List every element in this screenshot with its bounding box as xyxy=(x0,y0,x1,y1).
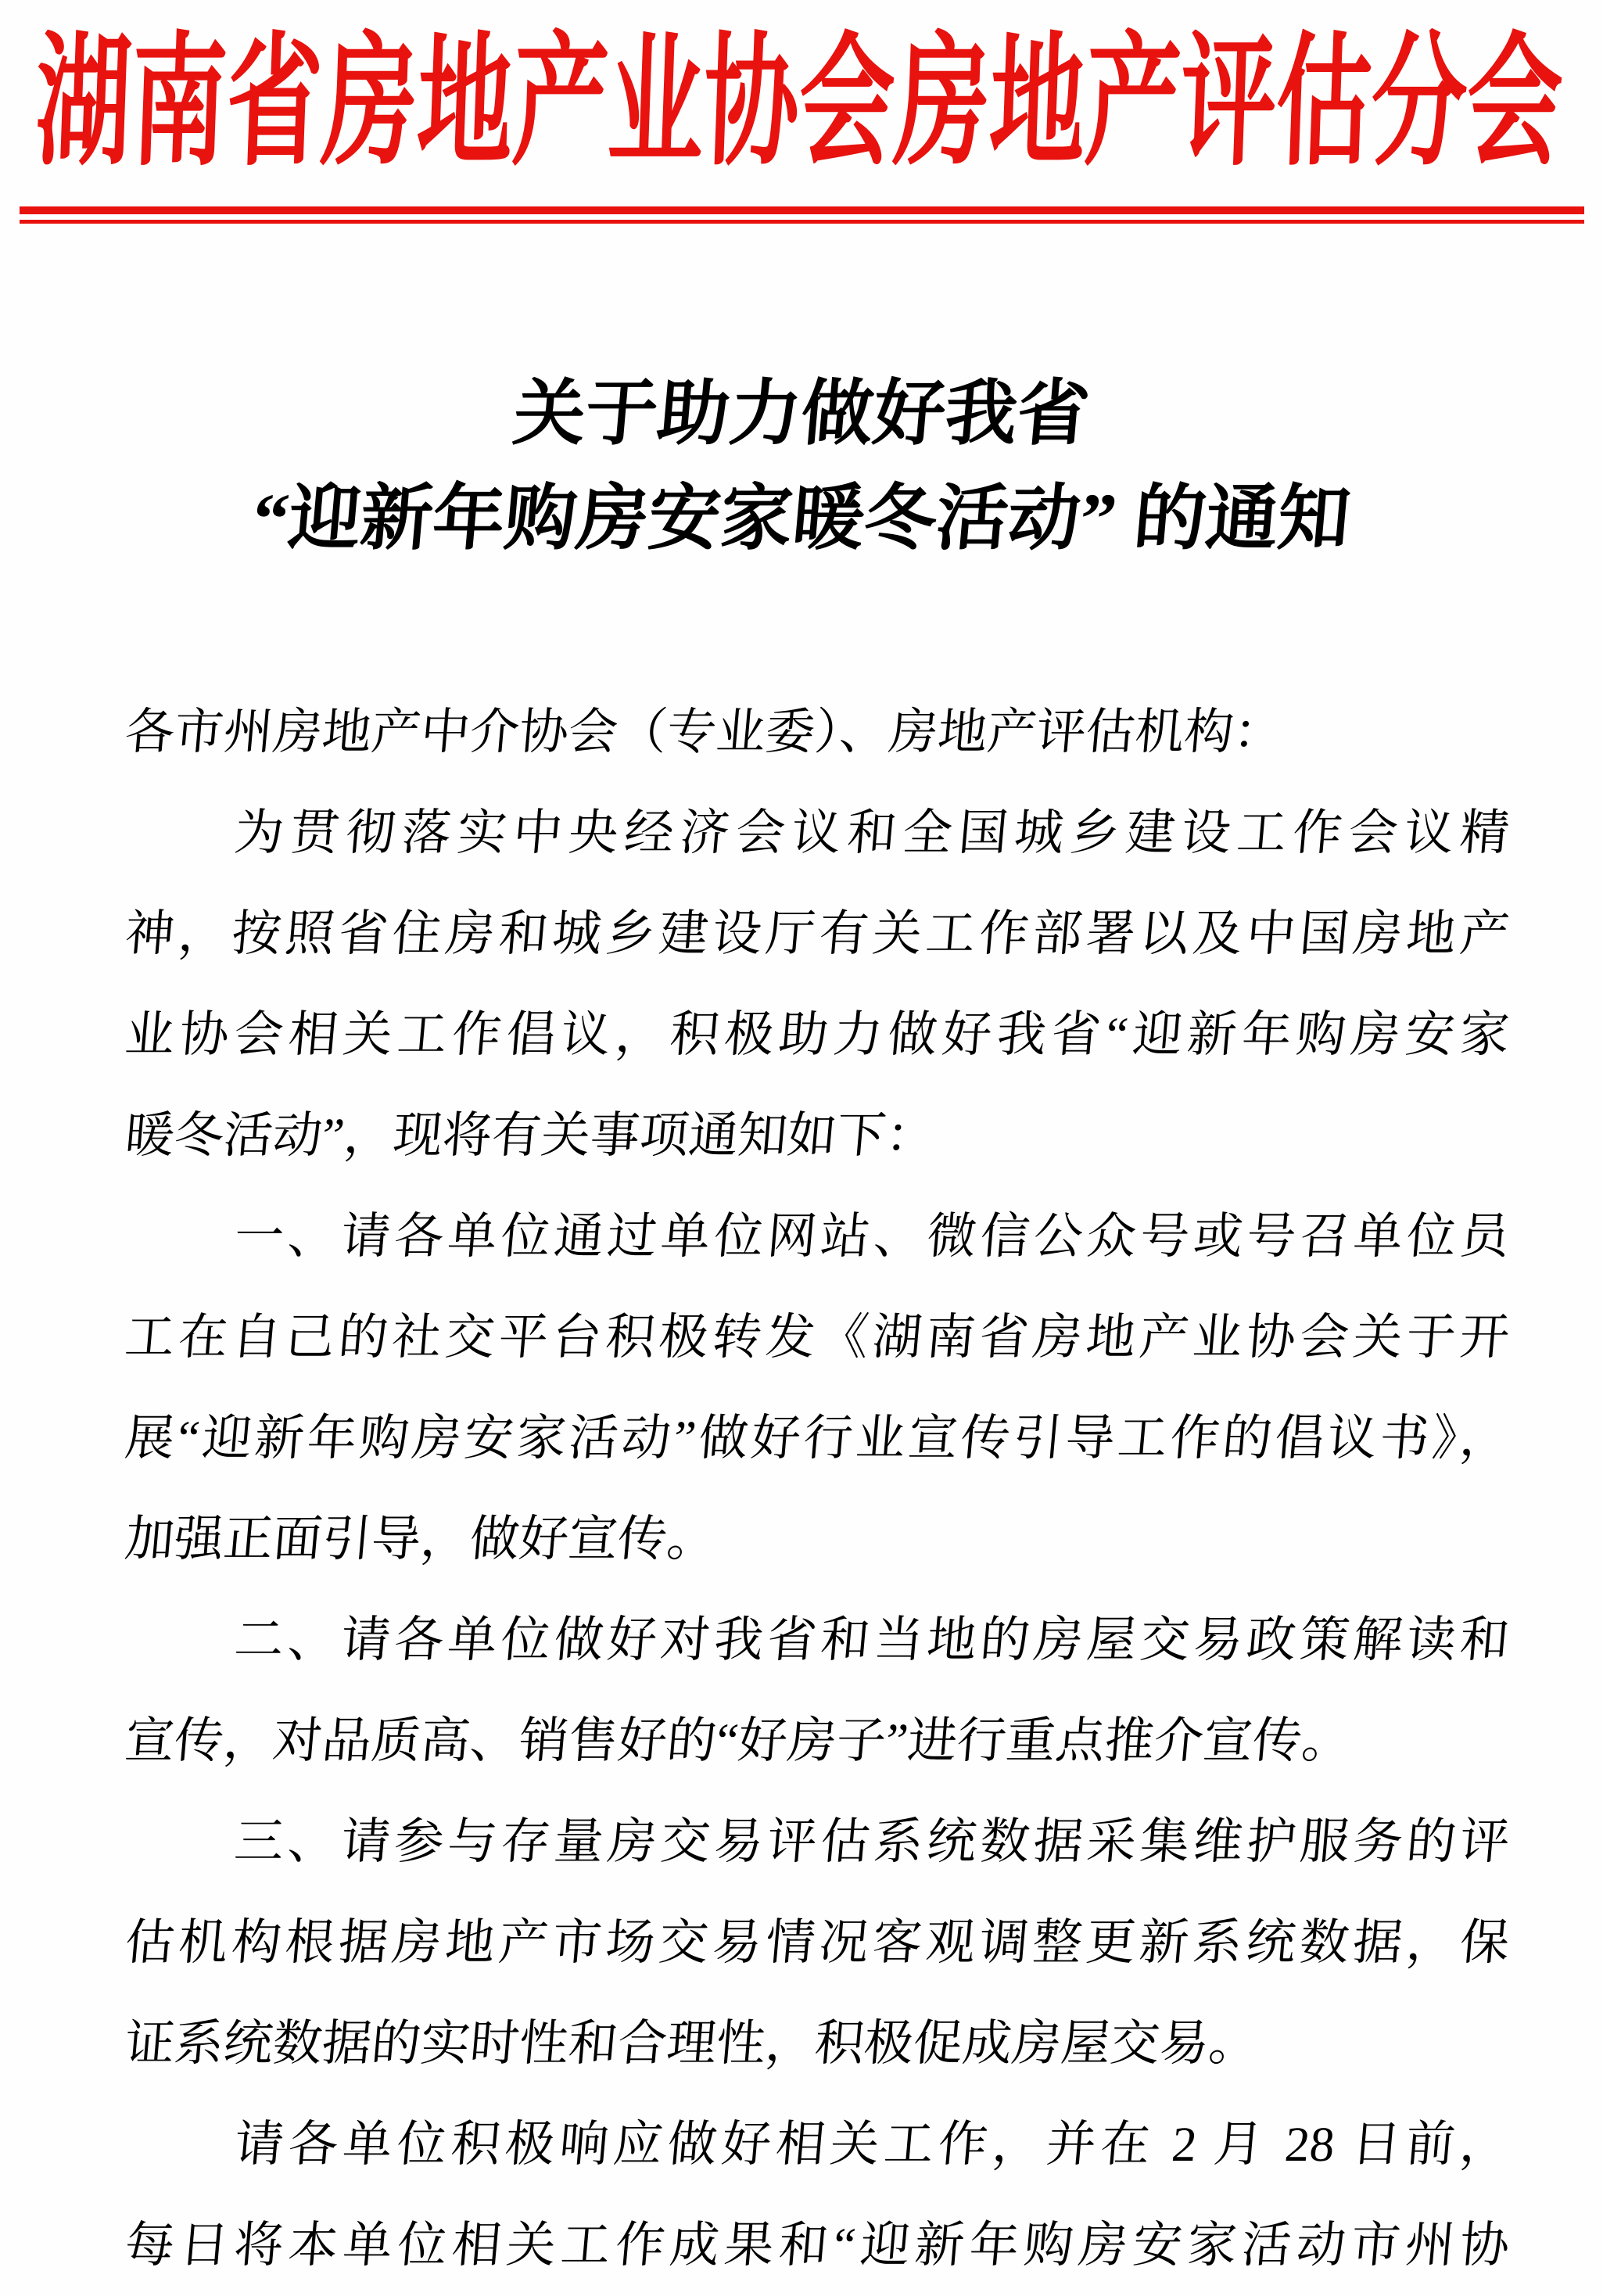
body-line: 工在自己的社交平台积极转发《湖南省房地产业协会关于开 xyxy=(122,1310,1512,1365)
body-line: 展“迎新年购房安家活动”做好行业宣传引导工作的倡议书》， xyxy=(122,1411,1512,1465)
body-line: 宣传，对品质高、销售好的“好房子”进行重点推介宣传。 xyxy=(122,1713,1354,1768)
red-rule-thick xyxy=(20,206,1584,214)
body-line: 神，按照省住房和城乡建设厅有关工作部署以及中国房地产 xyxy=(122,906,1512,961)
body-line: 业协会相关工作倡议，积极助力做好我省“迎新年购房安家 xyxy=(122,1007,1512,1062)
body-line: 请各单位积极响应做好相关工作，并在 2 月 28 日前， xyxy=(231,2117,1512,2172)
body-line: 每日将本单位相关工作成果和“迎新年购房安家活动市州协 xyxy=(122,2218,1512,2273)
red-rule-thin xyxy=(20,220,1584,224)
body-line: 二、请各单位做好对我省和当地的房屋交易政策解读和 xyxy=(231,1613,1512,1667)
letterhead xyxy=(0,24,1603,183)
body-text xyxy=(122,682,1512,2296)
body-line: 一、请各单位通过单位网站、微信公众号或号召单位员 xyxy=(231,1209,1512,1264)
body-line: 为贯彻落实中央经济会议和全国城乡建设工作会议精 xyxy=(231,805,1512,860)
body-line: 三、请参与存量房交易评估系统数据采集维护服务的评 xyxy=(231,1814,1512,1869)
doc-title-line-2: “迎新年购房安家暖冬活动” 的通知 xyxy=(249,479,1354,558)
letterhead-title: 湖南省房地产业协会房地产评估分会 xyxy=(33,24,1565,183)
body-line: 证系统数据的实时性和合理性，积极促成房屋交易。 xyxy=(122,2016,1261,2071)
doc-title xyxy=(0,361,1603,571)
body-line: 各市州房地产中介协会（专业委）、房地产评估机构： xyxy=(122,705,1286,759)
doc-title-line-1: 关于助力做好我省 xyxy=(510,374,1093,454)
body-line: 估机构根据房地产市场交易情况客观调整更新系统数据，保 xyxy=(122,1915,1512,1970)
body-line: 加强正面引导，做好宣传。 xyxy=(122,1512,719,1566)
body-line: 暖冬活动”，现将有关事项通知如下： xyxy=(122,1108,938,1163)
